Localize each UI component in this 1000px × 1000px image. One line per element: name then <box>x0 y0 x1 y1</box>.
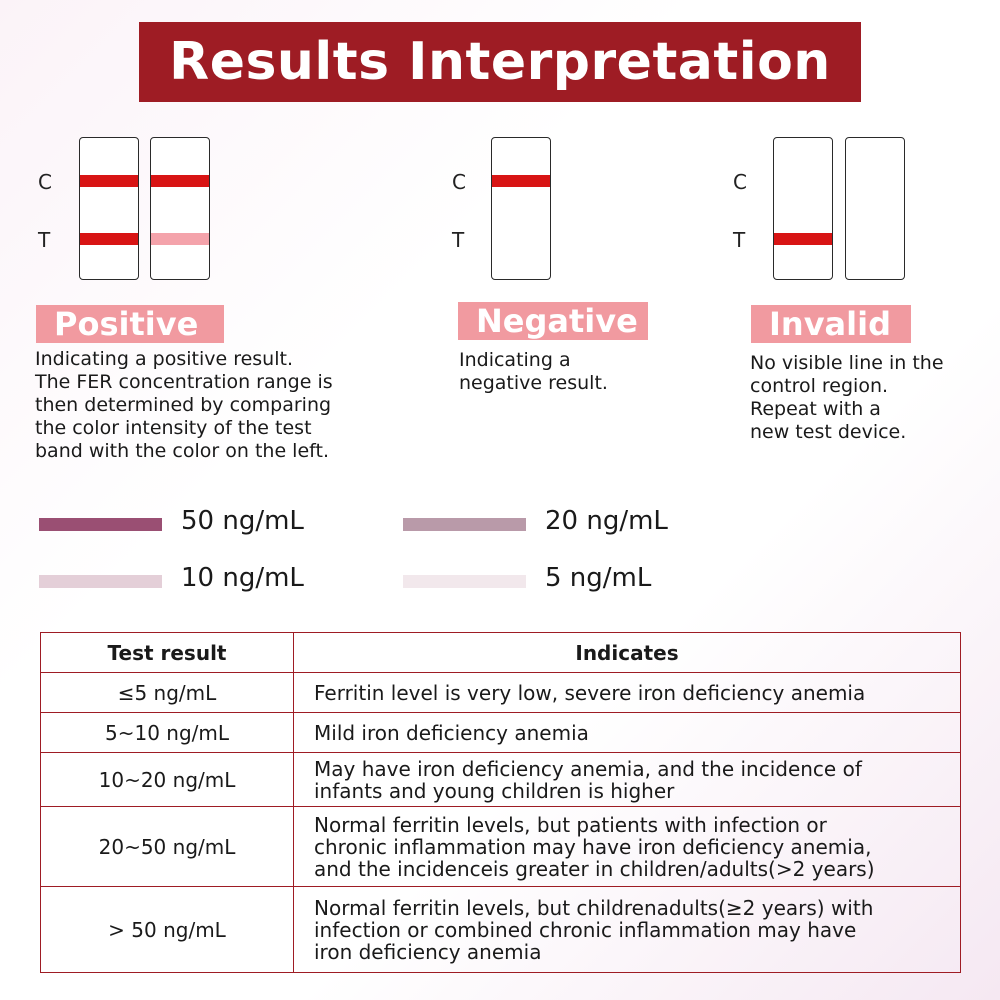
positive-strip-strong <box>79 137 139 280</box>
test-line-label: T <box>38 228 51 252</box>
range-cell: > 50 ng/mL <box>41 887 294 973</box>
indicates-cell: May have iron deficiency anemia, and the incidence of infants and young children is higher <box>294 753 961 807</box>
swatch-5 <box>403 575 526 588</box>
indicates-cell: Normal ferritin levels, but childrenadults(≥2 years) with infection or combined chronic inflammation may have iron deficiency anemia <box>294 887 961 973</box>
table-row <box>41 713 961 753</box>
test-band <box>774 233 832 245</box>
column-header-test-result: Test result <box>41 633 294 673</box>
test-band-faint <box>151 233 209 245</box>
positive-description: Indicating a positive result. The FER concentration range is then determined by comparing the color intensity of the test band with the color on the left. <box>35 348 333 462</box>
title-banner <box>139 22 861 102</box>
table-header-row <box>41 633 961 673</box>
negative-strip <box>491 137 551 280</box>
invalid-description: No visible line in the control region. Repeat with a new test device. <box>750 352 944 443</box>
range-cell: 10~20 ng/mL <box>41 753 294 807</box>
table-row <box>41 673 961 713</box>
invalid-tag: Invalid <box>751 305 911 343</box>
swatch-10 <box>39 575 162 588</box>
test-line-label: T <box>452 228 465 252</box>
swatch-50 <box>39 518 162 531</box>
test-line-label: T <box>733 228 746 252</box>
invalid-strip-blank <box>845 137 905 280</box>
positive-tag: Positive <box>36 305 224 343</box>
control-line-label: C <box>38 170 52 194</box>
scale-label-5: 5 ng/mL <box>545 563 652 593</box>
indicates-cell: Normal ferritin levels, but patients with infection or chronic inflammation may have iron deficiency anemia, and the incidenceis greater in children/adults(>2 years) <box>294 807 961 887</box>
control-band <box>80 175 138 187</box>
control-line-label: C <box>452 170 466 194</box>
positive-strip-faint <box>150 137 210 280</box>
control-band <box>151 175 209 187</box>
test-band <box>80 233 138 245</box>
table-row <box>41 753 961 807</box>
range-cell: 20~50 ng/mL <box>41 807 294 887</box>
table-row <box>41 887 961 973</box>
control-line-label: C <box>733 170 747 194</box>
negative-tag: Negative <box>458 302 648 340</box>
indicates-cell: Ferritin level is very low, severe iron deficiency anemia <box>294 673 961 713</box>
invalid-strip-test-only <box>773 137 833 280</box>
swatch-20 <box>403 518 526 531</box>
range-cell: ≤5 ng/mL <box>41 673 294 713</box>
negative-description: Indicating a negative result. <box>459 349 608 394</box>
page-title: Results Interpretation <box>169 32 831 92</box>
scale-label-20: 20 ng/mL <box>545 506 668 536</box>
results-table <box>40 632 961 973</box>
range-cell: 5~10 ng/mL <box>41 713 294 753</box>
control-band <box>492 175 550 187</box>
table-row <box>41 807 961 887</box>
indicates-cell: Mild iron deficiency anemia <box>294 713 961 753</box>
scale-label-10: 10 ng/mL <box>181 563 304 593</box>
column-header-indicates: Indicates <box>294 633 961 673</box>
scale-label-50: 50 ng/mL <box>181 506 304 536</box>
